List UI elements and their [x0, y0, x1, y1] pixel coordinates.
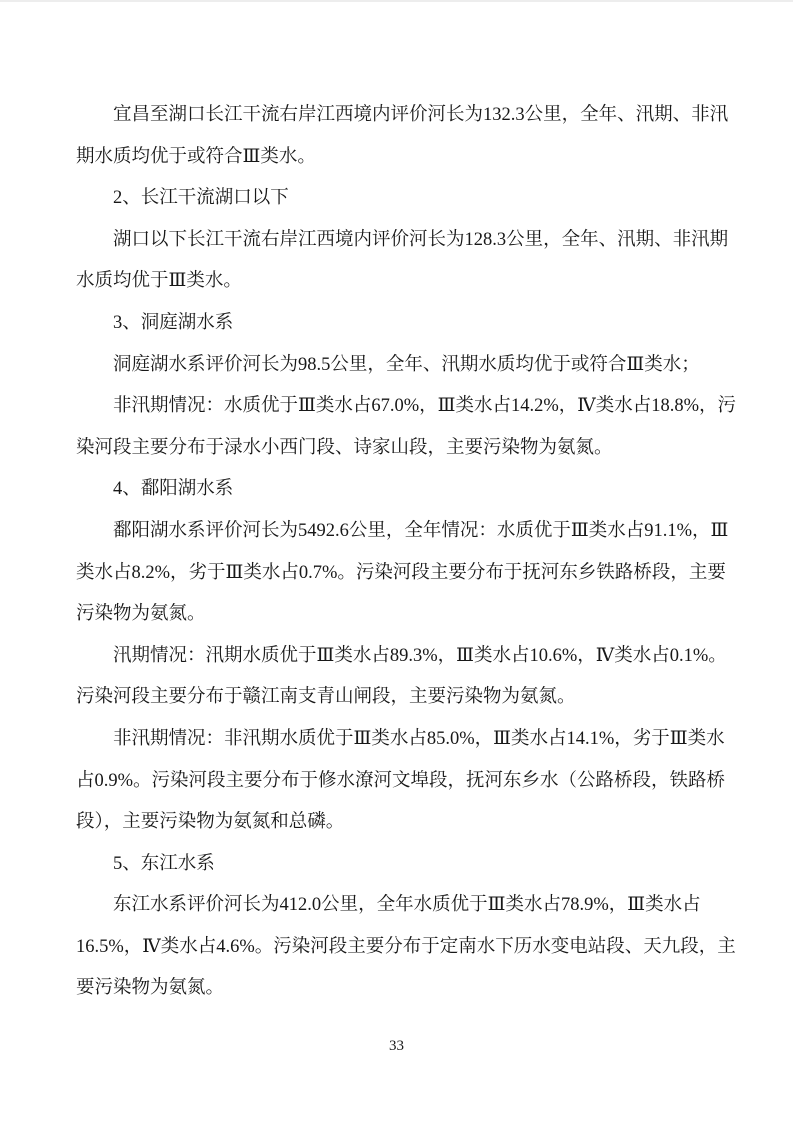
text-line: 染河段主要分布于渌水小西门段、诗家山段，主要污染物为氨氮。 [76, 437, 613, 458]
paragraph [76, 345, 736, 387]
text-line: 非汛期情况：非汛期水质优于Ⅲ类水占85.0%，Ⅲ类水占14.1%，劣于Ⅲ类水 [113, 728, 725, 749]
paragraph [76, 511, 736, 636]
section-heading [76, 178, 736, 220]
text-line: 汛期情况：汛期水质优于Ⅲ类水占89.3%，Ⅲ类水占10.6%，Ⅳ类水占0.1%。 [113, 645, 727, 666]
paragraph [76, 220, 736, 303]
text-line: 污染物为氨氮。 [76, 604, 206, 625]
text-line: 5、东江水系 [113, 853, 215, 874]
text-line: 污染河段主要分布于赣江南支青山闸段，主要污染物为氨氮。 [76, 687, 576, 708]
text-line: 水质均优于Ⅲ类水。 [76, 271, 242, 292]
paragraph [76, 386, 736, 469]
text-line: 类水占8.2%，劣于Ⅲ类水占0.7%。污染河段主要分布于抚河东乡铁路桥段，主要 [76, 562, 726, 583]
text-line: 宜昌至湖口长江干流右岸江西境内评价河长为132.3公里，全年、汛期、非汛 [113, 105, 729, 125]
text-line: 要污染物为氨氮。 [76, 978, 225, 999]
text-line: 东江水系评价河长为412.0公里，全年水质优于Ⅲ类水占78.9%，Ⅲ类水占 [113, 895, 701, 916]
page-number: 33 [389, 1038, 404, 1054]
text-line: 4、鄱阳湖水系 [113, 479, 234, 500]
text-line: 鄱阳湖水系评价河长为5492.6公里，全年情况：水质优于Ⅲ类水占91.1%，Ⅲ [113, 520, 729, 541]
document-body [76, 95, 736, 1010]
text-line: 3、洞庭湖水系 [113, 312, 234, 333]
paragraph [76, 719, 736, 844]
section-heading [76, 844, 736, 886]
text-line: 期水质均优于或符合Ⅲ类水。 [76, 146, 316, 167]
text-line: 湖口以下长江干流右岸江西境内评价河长为128.3公里，全年、汛期、非汛期 [113, 229, 729, 250]
section-heading [76, 469, 736, 511]
section-heading [76, 303, 736, 345]
text-line: 16.5%，Ⅳ类水占4.6%。污染河段主要分布于定南水下历水变电站段、天九段，主 [76, 936, 736, 957]
text-line: 占0.9%。污染河段主要分布于修水潦河文埠段，抚河东乡水（公路桥段，铁路桥 [76, 770, 726, 791]
text-line: 洞庭湖水系评价河长为98.5公里，全年、汛期水质均优于或符合Ⅲ类水； [113, 354, 700, 375]
paragraph [76, 95, 736, 178]
paragraph [76, 885, 736, 1010]
paragraph [76, 636, 736, 719]
text-line: 非汛期情况：水质优于Ⅲ类水占67.0%，Ⅲ类水占14.2%，Ⅳ类水占18.8%，污 [113, 396, 737, 417]
text-line: 2、长江干流湖口以下 [113, 188, 289, 209]
text-line: 段），主要污染物为氨氮和总磷。 [76, 812, 345, 833]
